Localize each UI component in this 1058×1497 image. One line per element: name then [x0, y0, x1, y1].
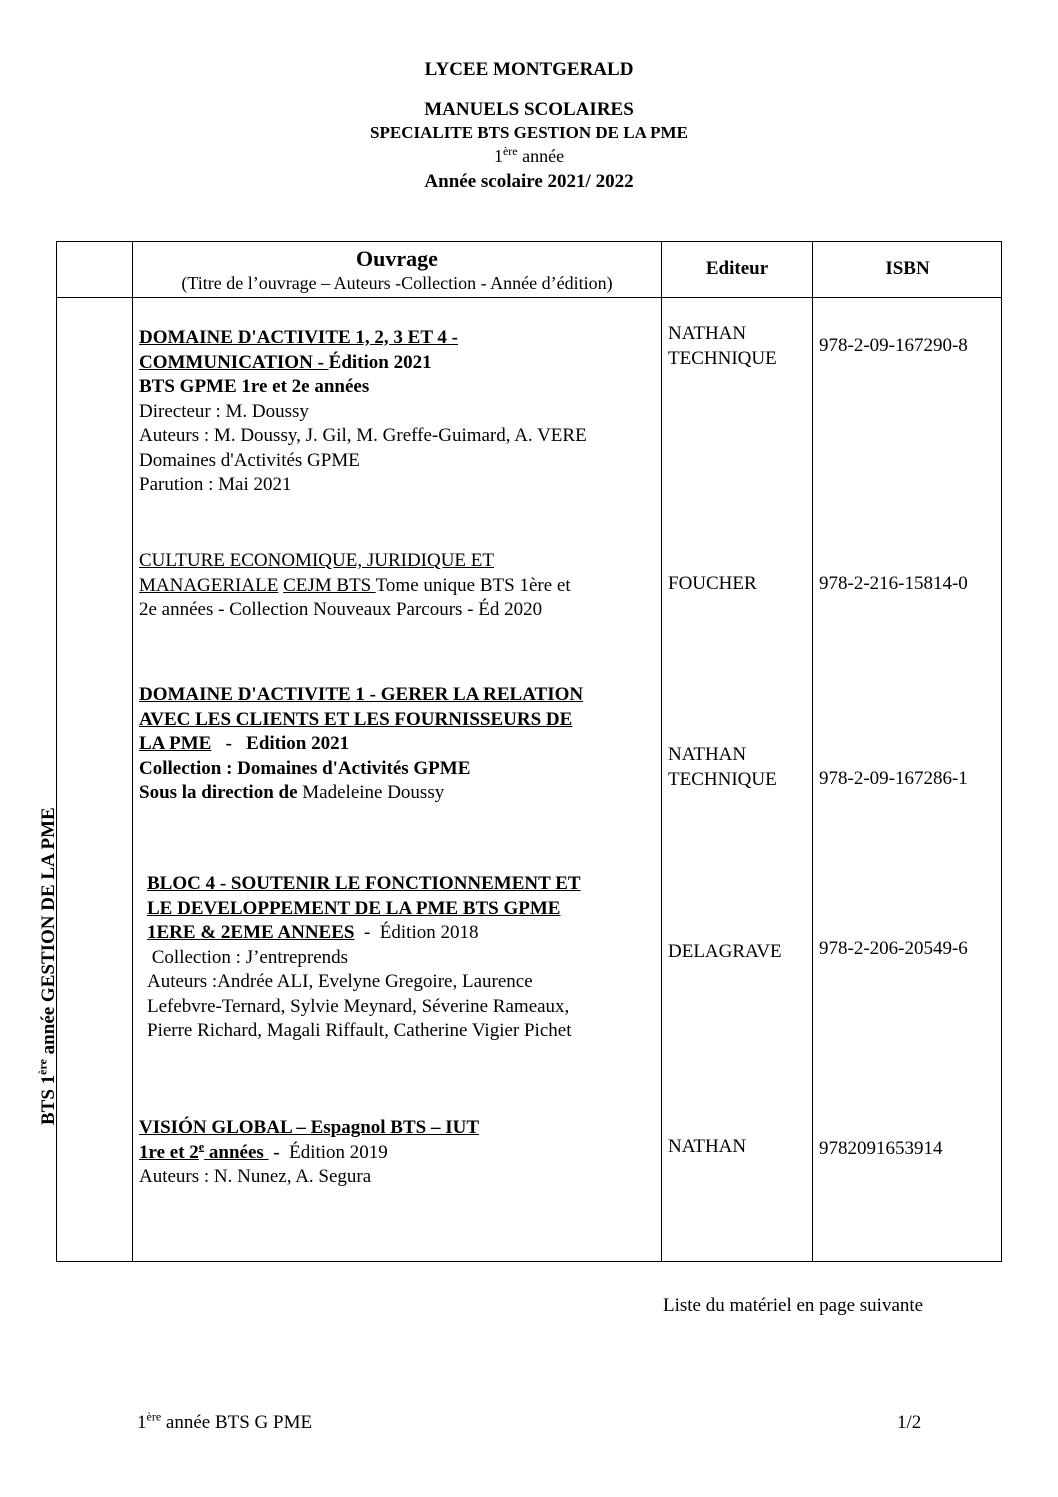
book-3: DOMAINE D'ACTIVITE 1 - GERER LA RELATION AVEC LES CLIENTS ET LES FOURNISSEURS DE LA PME - Edition 2021 Collection : Domaines d'Activités GPME Sous la direction de Madeleine Doussy	[139, 684, 584, 803]
header-ouvrage: Ouvrage (Titre de l’ouvrage – Auteurs -Collection - Année d’édition)	[181, 246, 613, 293]
book-4-editor: DELAGRAVE	[668, 941, 782, 962]
footer-level: 1ère année BTS G PME	[137, 1409, 313, 1433]
specialite: SPECIALITE BTS GESTION DE LA PME	[370, 123, 688, 142]
side-label: BTS 1ère année GESTION DE LA PME	[35, 807, 59, 1125]
next-page-note: Liste du matériel en page suivante	[663, 1295, 924, 1316]
school-year: Année scolaire 2021/ 2022	[424, 171, 634, 192]
book-5: VISIÓN GLOBAL – Espagnol BTS – IUT 1re et 2e années - Édition 2019 Auteurs : N. Nunez, A. Segura	[139, 1117, 480, 1187]
book-2-isbn: 978-2-216-15814-0	[819, 573, 968, 594]
book-2: CULTURE ECONOMIQUE, JURIDIQUE ET MANAGERIALE CEJM BTS Tome unique BTS 1ère et 2e années - Collection Nouveaux Parcours - Éd 2020	[139, 550, 571, 620]
doc-title: MANUELS SCOLAIRES	[424, 99, 634, 120]
book-1-editor: NATHAN TECHNIQUE	[668, 323, 777, 369]
school-name: LYCEE MONTGERALD	[424, 59, 634, 80]
book-1-isbn: 978-2-09-167290-8	[819, 335, 968, 356]
book-3-editor: NATHAN TECHNIQUE	[668, 744, 777, 790]
book-4-isbn: 978-2-206-20549-6	[819, 938, 968, 959]
header-isbn: ISBN	[885, 258, 930, 279]
book-5-isbn: 9782091653914	[819, 1138, 943, 1159]
book-1: DOMAINE D'ACTIVITE 1, 2, 3 ET 4 - COMMUNICATION - Édition 2021 BTS GPME 1re et 2e années Directeur : M. Doussy Auteurs : M. Doussy, J. Gil, M. Greffe-Guimard, A. VERE Domaines d'Activités GPME Parution : Mai 2021	[139, 327, 587, 495]
books-table	[35, 241, 1002, 1262]
level: 1ère année	[493, 144, 565, 166]
header-editeur: Editeur	[705, 258, 769, 279]
page-number: 1/2	[897, 1412, 922, 1433]
book-3-isbn: 978-2-09-167286-1	[819, 768, 968, 789]
book-5-editor: NATHAN	[668, 1136, 747, 1157]
book-4: BLOC 4 - SOUTENIR LE FONCTIONNEMENT ET LE DEVELOPPEMENT DE LA PME BTS GPME 1ERE & 2EME ANNEES - Édition 2018 Collection : J’entreprends Auteurs :Andrée ALI, Evelyne Gregoire, Laurence Lefebvre-Ternard, Sylvie Meynard, Séverine Rameaux, Pierre Richard, Magali Riffault, Catherine Vigier Pichet	[147, 873, 581, 1041]
book-2-editor: FOUCHER	[668, 573, 757, 594]
